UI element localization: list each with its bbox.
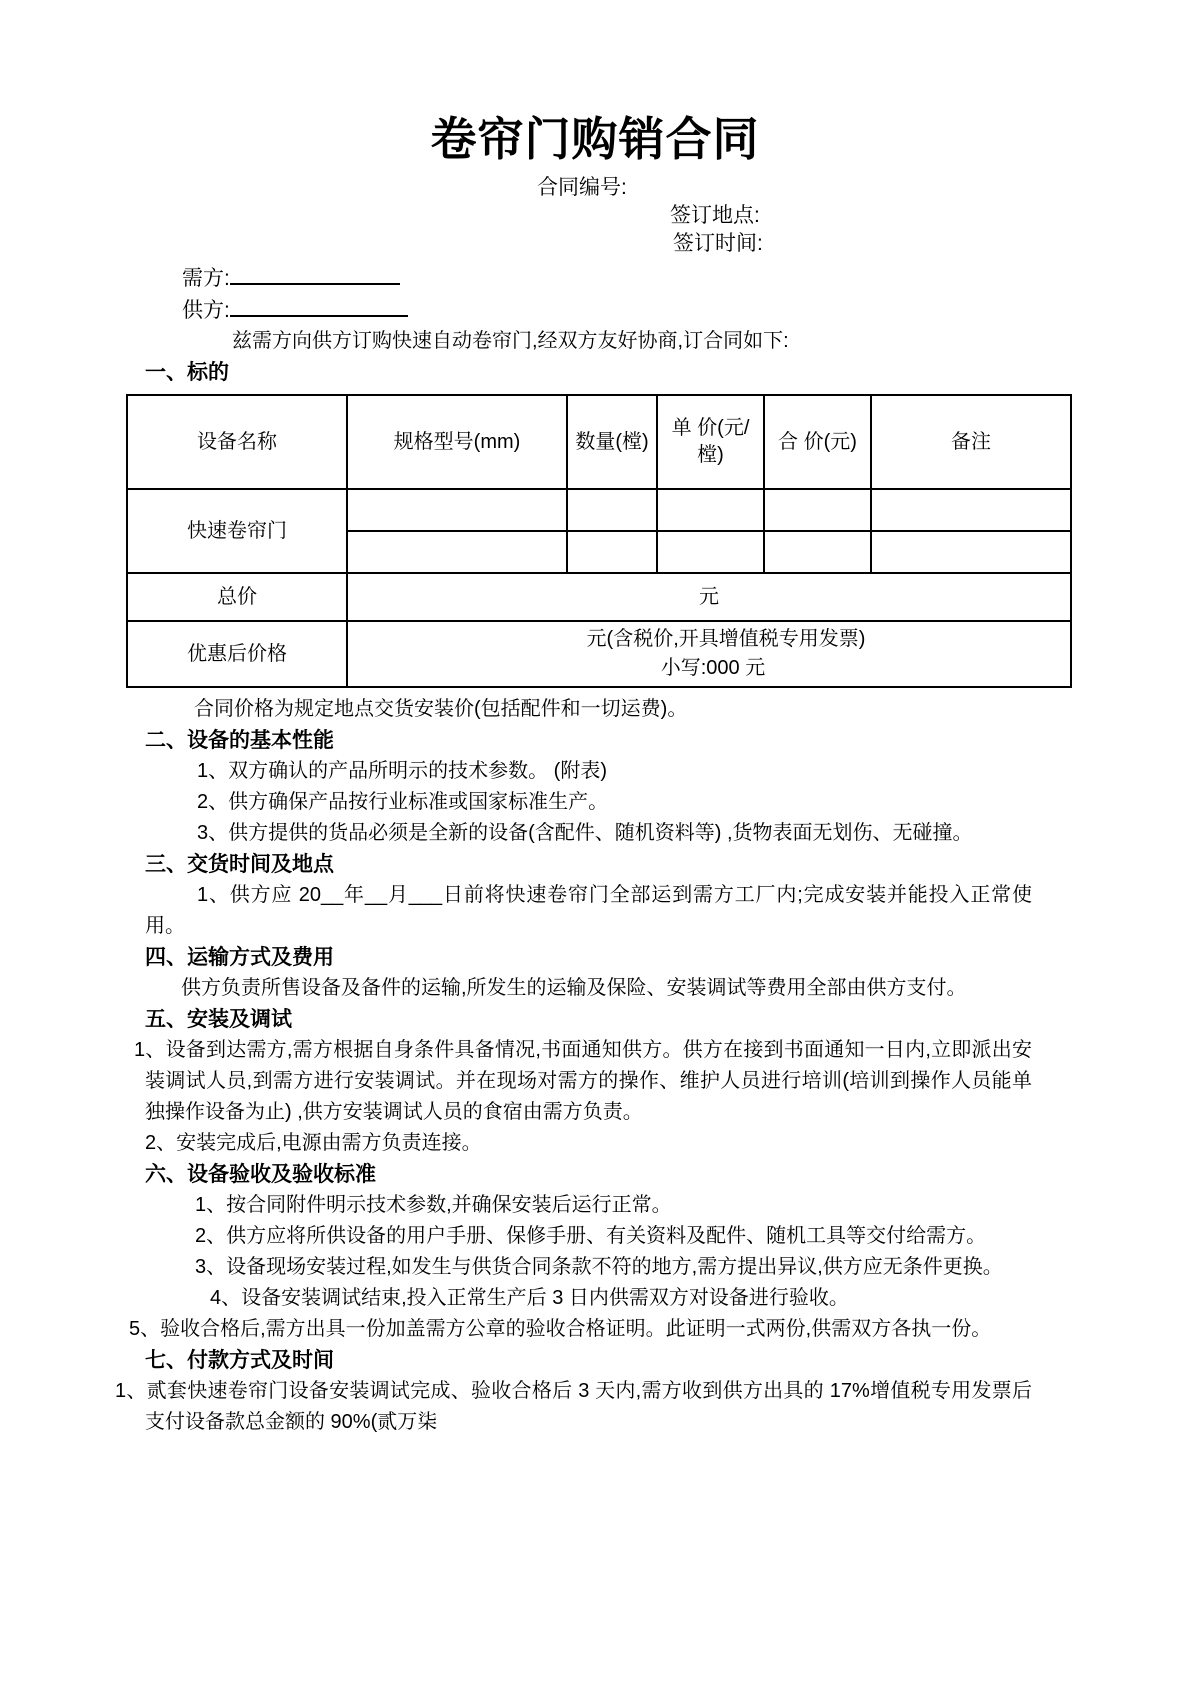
total-label-cell: 总价 <box>127 573 347 621</box>
table-header-row <box>127 395 1071 489</box>
product-name-cell: 快速卷帘门 <box>127 489 347 573</box>
section-2-item-2: 2、供方确保产品按行业标准或国家标准生产。 <box>197 791 609 813</box>
section-2-item-1: 1、双方确认的产品所明示的技术参数。 (附表) <box>197 760 607 782</box>
section-2-item-3: 3、供方提供的货品必须是全新的设备(含配件、随机资料等) ,货物表面无划伤、无碰撞。 <box>197 822 973 844</box>
body-text-main <box>115 694 1032 1438</box>
goods-table-wrap <box>126 394 1072 688</box>
total-price-row <box>127 573 1071 621</box>
supplier-label: 供方: <box>182 299 230 322</box>
empty-cell <box>871 531 1071 573</box>
intro-paragraph: 兹需方向供方订购快速自动卷帘门,经双方友好协商,订合同如下: <box>232 330 789 352</box>
empty-cell <box>567 489 657 531</box>
col-header-unit-price: 单 价(元/樘) <box>657 395 764 489</box>
empty-cell <box>347 489 567 531</box>
section-4-paragraph: 供方负责所售设备及备件的运输,所发生的运输及保险、安装调试等费用全部由供方支付。 <box>181 977 967 999</box>
empty-cell <box>764 489 871 531</box>
empty-cell <box>871 489 1071 531</box>
goods-table <box>126 394 1072 688</box>
discount-value-cell <box>347 621 1071 687</box>
col-header-total-price: 合 价(元) <box>764 395 871 489</box>
section-6-item-1: 1、按合同附件明示技术参数,并确保安装后运行正常。 <box>195 1194 672 1216</box>
section-6-item-4: 4、设备安装调试结束,投入正常生产后 3 日内供需双方对设备进行验收。 <box>210 1287 849 1309</box>
section-4-heading: 四、运输方式及费用 <box>145 946 334 969</box>
col-header-device-name: 设备名称 <box>127 395 347 489</box>
supplier-line <box>182 294 1190 326</box>
discount-label-cell: 优惠后价格 <box>127 621 347 687</box>
contract-number-label: 合同编号: <box>537 176 627 199</box>
section-6-heading: 六、设备验收及验收标准 <box>145 1163 376 1186</box>
discount-price-row <box>127 621 1071 687</box>
sign-time-label: 签订时间: <box>673 232 763 255</box>
sign-place-label: 签订地点: <box>670 204 760 227</box>
empty-cell <box>347 531 567 573</box>
section-3-heading: 三、交货时间及地点 <box>145 853 334 876</box>
buyer-label: 需方: <box>182 267 230 290</box>
empty-cell <box>567 531 657 573</box>
buyer-blank-line <box>230 262 400 285</box>
price-note-paragraph: 合同价格为规定地点交货安装价(包括配件和一切运费)。 <box>194 698 688 720</box>
total-value-cell: 元 <box>347 573 1071 621</box>
section-2-heading: 二、设备的基本性能 <box>145 729 334 752</box>
section-5-item-2: 2、安装完成后,电源由需方负责连接。 <box>145 1132 482 1154</box>
parties-block <box>0 262 1190 326</box>
section-1-heading: 一、标的 <box>145 361 229 384</box>
section-6-item-2: 2、供方应将所供设备的用户手册、保修手册、有关资料及配件、随机工具等交付给需方。 <box>195 1225 987 1247</box>
section-6-item-5: 5、验收合格后,需方出具一份加盖需方公章的验收合格证明。此证明一式两份,供需双方各执一份。 <box>129 1318 992 1340</box>
empty-cell <box>764 531 871 573</box>
section-5-heading: 五、安装及调试 <box>145 1008 292 1031</box>
product-row-1 <box>127 489 1071 531</box>
section-7-heading: 七、付款方式及时间 <box>145 1349 334 1372</box>
body-text-top <box>145 326 1032 388</box>
discount-line-1: 元(含税价,开具增值税专用发票) <box>586 628 866 650</box>
empty-cell <box>657 531 764 573</box>
section-7-item-1: 1、贰套快速卷帘门设备安装调试完成、验收合格后 3 天内,需方收到供方出具的 17%增值税专用发票后支付设备款总金额的 90%(贰万柒 <box>115 1380 1032 1433</box>
discount-line-2: 小写:000 元 <box>660 657 766 679</box>
empty-cell <box>657 489 764 531</box>
buyer-line <box>182 262 1190 294</box>
section-5-item-1: 1、设备到达需方,需方根据自身条件具备情况,书面通知供方。供方在接到书面通知一日内,立即派出安装调试人员,到需方进行安装调试。并在现场对需方的操作、维护人员进行培训(培训到操作人员能单独操作设备为止) ,供方安装调试人员的食宿由需方负责。 <box>134 1039 1032 1123</box>
section-6-item-3: 3、设备现场安装过程,如发生与供货合同条款不符的地方,需方提出异议,供方应无条件更换。 <box>195 1256 1003 1278</box>
col-header-remark: 备注 <box>871 395 1071 489</box>
col-header-quantity: 数量(樘) <box>567 395 657 489</box>
page-title: 卷帘门购销合同 <box>430 113 760 165</box>
supplier-blank-line <box>230 294 408 317</box>
section-3-item-1: 1、供方应 20__年__月___日前将快速卷帘门全部运到需方工厂内;完成安装并能投入正常使用。 <box>145 884 1032 937</box>
col-header-spec: 规格型号(mm) <box>347 395 567 489</box>
